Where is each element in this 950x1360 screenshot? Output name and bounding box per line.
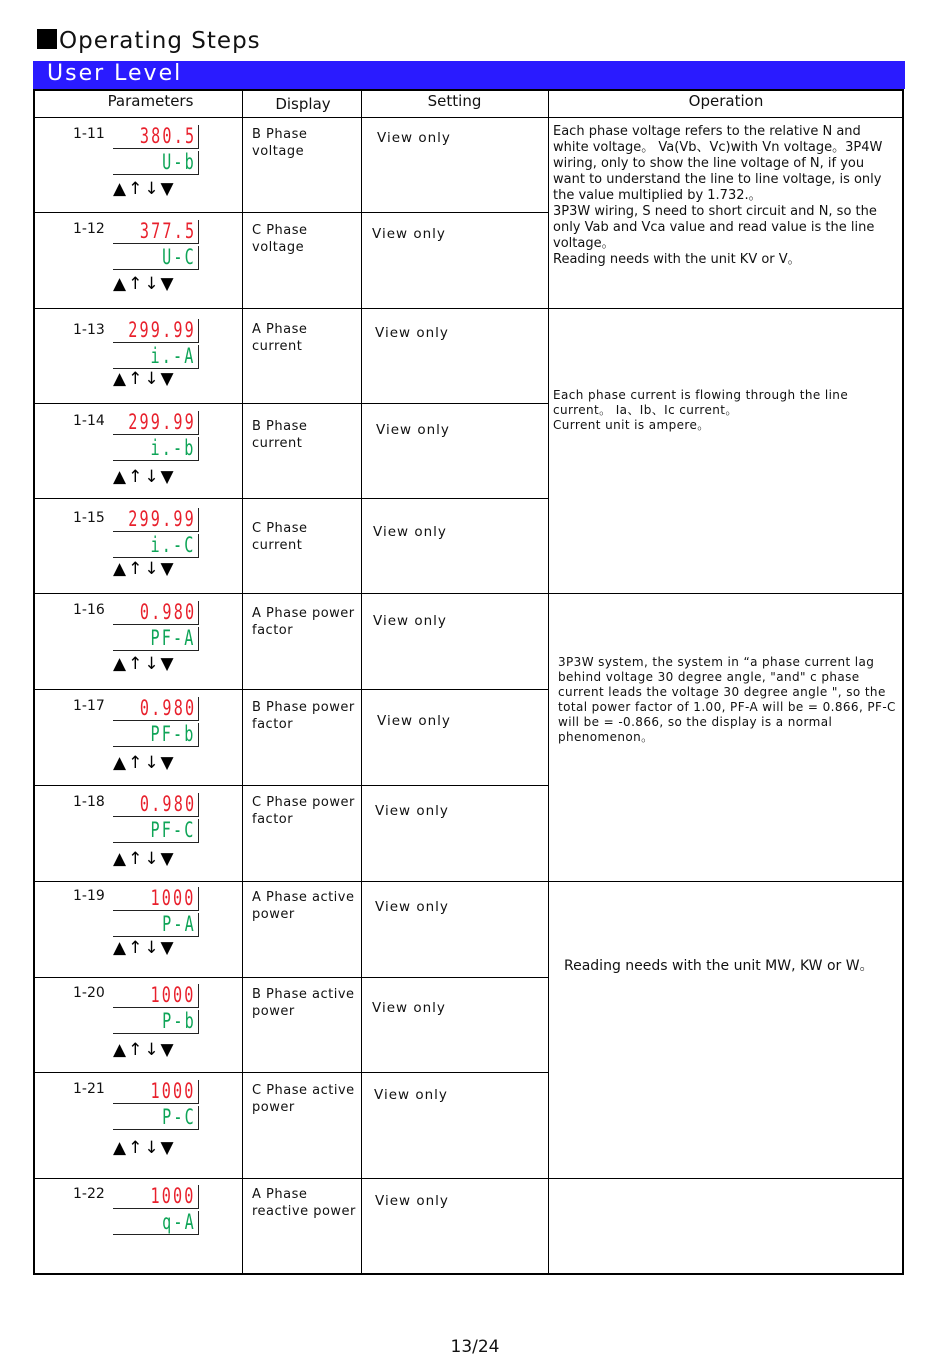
- row-divider: [35, 977, 548, 978]
- lcd-code: [113, 627, 199, 651]
- param-label: C Phase voltage: [252, 223, 308, 255]
- nav-arrows-icon: ▲↑↓▼: [113, 467, 176, 487]
- lcd-value-text: 299.99: [128, 318, 196, 342]
- param-code: 1-11: [73, 126, 105, 142]
- nav-arrows-icon: ▲↑↓▼: [113, 753, 176, 773]
- header-parameters: Parameters: [107, 92, 194, 110]
- lcd-display: [113, 697, 199, 747]
- lcd-code: [113, 819, 199, 843]
- nav-arrows-icon: ▲↑↓▼: [113, 654, 176, 674]
- row-divider: [35, 308, 904, 309]
- param-code: 1-12: [73, 221, 105, 237]
- setting-value: View only: [375, 803, 449, 819]
- nav-arrows-icon: ▲↑↓▼: [113, 274, 176, 294]
- lcd-display: [113, 125, 199, 175]
- param-label: A Phase reactive power: [252, 1187, 356, 1219]
- nav-arrows-icon: ▲↑↓▼: [113, 849, 176, 869]
- param-code: 1-16: [73, 602, 105, 618]
- banner-text: User Level: [47, 61, 183, 86]
- section-banner: [33, 61, 905, 89]
- header-setting: Setting: [427, 92, 482, 110]
- lcd-display: [113, 319, 199, 369]
- row-divider: [35, 689, 548, 690]
- lcd-code-text: U-b: [162, 150, 196, 174]
- lcd-value: [113, 220, 199, 244]
- lcd-display: [113, 220, 199, 270]
- param-label: C Phase power factor: [252, 795, 355, 827]
- row-divider: [35, 1072, 548, 1073]
- lcd-code: [113, 437, 199, 461]
- setting-value: View only: [374, 1087, 448, 1103]
- lcd-value: [113, 411, 199, 435]
- setting-value: View only: [376, 422, 450, 438]
- operation-current: Each phase current is flowing through the line current。 Ia、Ib、Ic current。 Current unit is ampere。: [553, 388, 849, 432]
- lcd-code: [113, 913, 199, 937]
- lcd-value-text: 0.980: [139, 792, 196, 816]
- param-code: 1-21: [73, 1081, 105, 1097]
- lcd-value: [113, 1080, 199, 1104]
- operation-power-factor: 3P3W system, the system in “a phase current lag behind voltage 30 degree angle, "and" c phase current leads the voltage 30 degree angle ", so the total power factor of 1.00, PF-A will be = 0.866, PF-C will be = -0.866, so the display is a normal phenomenon。: [558, 655, 896, 744]
- param-code: 1-20: [73, 985, 105, 1001]
- page-number: 13/24: [450, 1337, 500, 1357]
- lcd-code: [113, 151, 199, 175]
- lcd-value-text: 299.99: [128, 507, 196, 531]
- lcd-display: [113, 1080, 199, 1130]
- setting-value: View only: [375, 899, 449, 915]
- lcd-code: [113, 1010, 199, 1034]
- lcd-code-text: i.-C: [150, 533, 196, 557]
- lcd-value: [113, 984, 199, 1008]
- lcd-value: [113, 697, 199, 721]
- nav-arrows-icon: ▲↑↓▼: [113, 938, 176, 958]
- lcd-display: [113, 984, 199, 1034]
- lcd-code: [113, 723, 199, 747]
- lcd-display: [113, 1185, 199, 1235]
- param-code: 1-14: [73, 413, 105, 429]
- setting-value: View only: [372, 226, 446, 242]
- setting-value: View only: [375, 325, 449, 341]
- lcd-display: [113, 411, 199, 461]
- lcd-value: [113, 601, 199, 625]
- lcd-code: [113, 246, 199, 270]
- nav-arrows-icon: ▲↑↓▼: [113, 1138, 176, 1158]
- nav-arrows-icon: ▲↑↓▼: [113, 179, 176, 199]
- lcd-value-text: 377.5: [139, 219, 196, 243]
- lcd-code-text: P-A: [162, 912, 196, 936]
- param-code: 1-18: [73, 794, 105, 810]
- param-label: B Phase power factor: [252, 700, 355, 732]
- row-divider: [35, 1178, 904, 1179]
- lcd-value-text: 0.980: [139, 600, 196, 624]
- header-divider: [35, 117, 904, 118]
- lcd-code: [113, 534, 199, 558]
- operation-power: Reading needs with the unit MW, KW or W。: [564, 958, 874, 974]
- row-divider: [35, 881, 904, 882]
- param-label: B Phase active power: [252, 987, 355, 1019]
- lcd-value-text: 1000: [150, 886, 196, 910]
- row-divider: [35, 785, 548, 786]
- param-code: 1-15: [73, 510, 105, 526]
- lcd-code-text: U-C: [162, 245, 196, 269]
- square-bullet-icon: [37, 29, 57, 49]
- column-divider: [242, 91, 243, 1273]
- param-label: C Phase current: [252, 521, 308, 553]
- lcd-value-text: 0.980: [139, 696, 196, 720]
- param-label: A Phase current: [252, 322, 308, 354]
- lcd-code-text: P-C: [162, 1105, 196, 1129]
- param-code: 1-19: [73, 888, 105, 904]
- setting-value: View only: [377, 713, 451, 729]
- lcd-value-text: 1000: [150, 1184, 196, 1208]
- setting-value: View only: [375, 1193, 449, 1209]
- nav-arrows-icon: ▲↑↓▼: [113, 559, 176, 579]
- lcd-value: [113, 887, 199, 911]
- param-label: A Phase power factor: [252, 606, 355, 638]
- lcd-value: [113, 793, 199, 817]
- lcd-code-text: PF-C: [150, 818, 196, 842]
- setting-value: View only: [373, 613, 447, 629]
- lcd-value-text: 1000: [150, 983, 196, 1007]
- lcd-display: [113, 508, 199, 558]
- row-divider: [35, 498, 548, 499]
- column-divider: [548, 91, 549, 1273]
- lcd-code-text: i.-b: [150, 436, 196, 460]
- header-operation: Operation: [688, 92, 764, 110]
- nav-arrows-icon: ▲↑↓▼: [113, 369, 176, 389]
- lcd-code: [113, 1211, 199, 1235]
- param-code: 1-13: [73, 322, 105, 338]
- lcd-code-text: i.-A: [150, 344, 196, 368]
- param-label: B Phase voltage: [252, 127, 308, 159]
- row-divider: [35, 212, 548, 213]
- param-code: 1-22: [73, 1186, 105, 1202]
- lcd-display: [113, 601, 199, 651]
- header-display: Display: [275, 95, 331, 113]
- lcd-value-text: 380.5: [139, 124, 196, 148]
- row-divider: [35, 403, 548, 404]
- lcd-value: [113, 1185, 199, 1209]
- setting-value: View only: [377, 130, 451, 146]
- lcd-value-text: 299.99: [128, 410, 196, 434]
- lcd-code: [113, 345, 199, 369]
- lcd-code-text: q-A: [162, 1210, 196, 1234]
- operation-voltage: Each phase voltage refers to the relative N and white voltage。 Va(Vb、Vc)with Vn voltage。3P4W wiring, only to show the line voltage of N, if you want to understand the line to line voltage, is only the value multiplied by 1.732.。 3P3W wiring, S need to short circuit and N, so the only Vab and Vca value and read value is the line voltage。 Reading needs with the unit KV or V。: [553, 124, 883, 267]
- param-label: A Phase active power: [252, 890, 355, 922]
- lcd-code-text: P-b: [162, 1009, 196, 1033]
- param-label: B Phase current: [252, 419, 308, 451]
- lcd-code: [113, 1106, 199, 1130]
- param-code: 1-17: [73, 698, 105, 714]
- lcd-value: [113, 319, 199, 343]
- setting-value: View only: [373, 524, 447, 540]
- setting-value: View only: [372, 1000, 446, 1016]
- nav-arrows-icon: ▲↑↓▼: [113, 1040, 176, 1060]
- lcd-value: [113, 125, 199, 149]
- page-title: [37, 28, 261, 54]
- lcd-value: [113, 508, 199, 532]
- row-divider: [35, 593, 904, 594]
- lcd-value-text: 1000: [150, 1079, 196, 1103]
- lcd-code-text: PF-A: [150, 626, 196, 650]
- page-title-text: Operating Steps: [59, 28, 261, 54]
- lcd-code-text: PF-b: [150, 722, 196, 746]
- param-label: C Phase active power: [252, 1083, 355, 1115]
- lcd-display: [113, 887, 199, 937]
- lcd-display: [113, 793, 199, 843]
- parameters-table: [33, 89, 904, 1275]
